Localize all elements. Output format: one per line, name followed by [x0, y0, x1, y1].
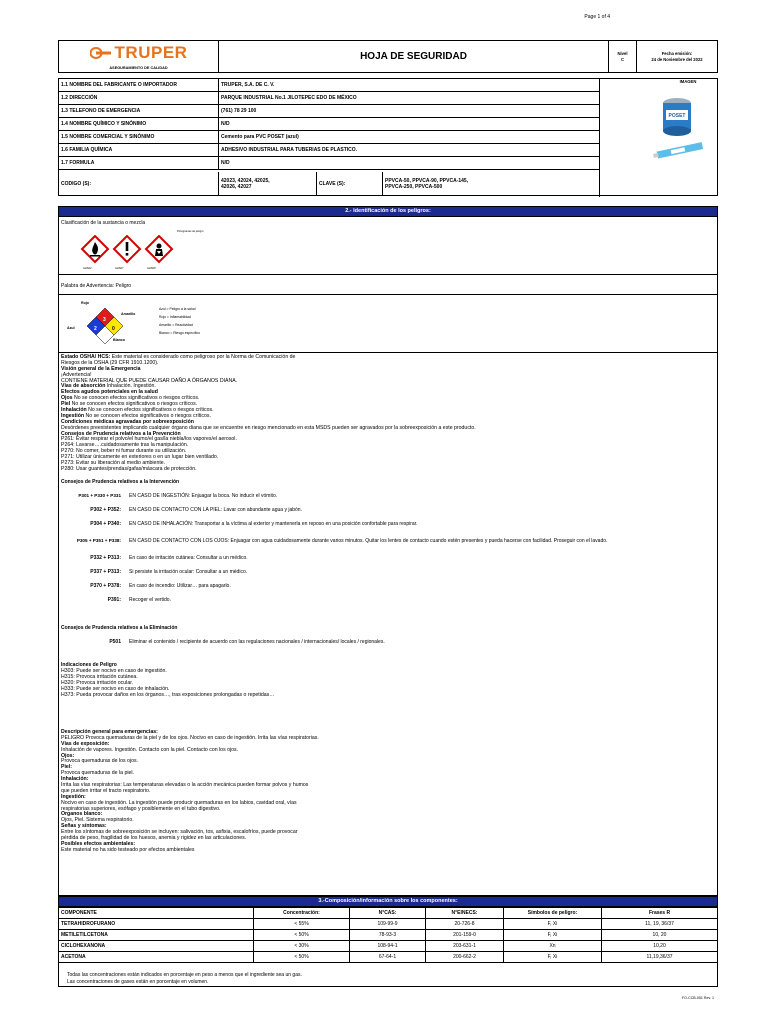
hazard-details-box: [58, 353, 718, 896]
info-label: 1.3 TELEFONO DE EMERGENCIA: [59, 105, 219, 117]
nfpa-blanco-label: Blanco: [113, 338, 125, 342]
line-heading: Visión general de la Emergencia: [61, 365, 141, 372]
line-text: Provoca quemaduras de la piel.: [61, 770, 134, 777]
hazard-statement: H315: Provoca irritación cutánea.: [61, 673, 138, 680]
precaution-text: Si persiste la irritación ocular: Consultar a un médico.: [129, 569, 248, 575]
line-text: No se conocen efectos significativos o riesgos críticos.: [72, 395, 200, 402]
brand-logo-text: TRUPER: [114, 42, 188, 62]
precaution-text: Recoger el vertido.: [129, 597, 171, 603]
line-heading: Señas y síntomas:: [61, 823, 107, 830]
fecha-block: [637, 41, 717, 72]
hazard-statement: H320: Provoca irritación ocular.: [61, 679, 134, 686]
line-text: P273: Evitar su liberación al medio ambiente.: [61, 460, 166, 467]
composition-cell: F, Xi: [504, 930, 602, 941]
line-text: P261: Evitar respirar el polvo/el humo/el gas/la niebla/los vapores/el aerosol.: [61, 436, 237, 443]
precaution-row: [61, 597, 171, 603]
line-heading: Piel: [61, 401, 71, 408]
signal-word: Palabra de Advertencia: Peligro: [61, 283, 132, 289]
composition-cell: < 50%: [254, 930, 350, 941]
col-cas: N°CAS:: [350, 908, 426, 919]
nivel-label: Nivel: [617, 51, 628, 57]
pictogram-label-1: GHS02: [83, 267, 92, 270]
composition-note-2: Las concentraciones de gases están en porcentaje en volumen.: [67, 979, 209, 985]
composition-note-1: Todas las concentraciones están indicados en porcentaje en peso a menos que el ingrediente sea un gas.: [67, 972, 302, 978]
precaution-code: P305 + P351 + P338:: [76, 538, 121, 543]
info-row: [59, 105, 599, 118]
line-heading: Posibles efectos ambientales:: [61, 840, 136, 847]
precaution-text: EN CASO DE CONTACTO CON LA PIEL: Lavar con abundante agua y jabón.: [129, 507, 302, 513]
product-image: [649, 93, 715, 163]
precaution-code: P301 + P330 + P331: [78, 493, 121, 498]
info-label: 1.4 NOMBRE QUÍMICO Y SINÓNIMO: [59, 118, 219, 130]
info-row: [59, 118, 599, 131]
precaution-text: EN CASO DE CONTACTO CON LOS OJOS: Enjuagar con agua cuidadosamente durante varios minutos. Quitar los lentes de contacto cuando estén presentes y pueda hacerse con facilidad. Proseguir con el lavado.: [129, 538, 608, 544]
precaution-code: P337 + P313:: [90, 569, 121, 575]
hazard-statement: H333: Puede ser nocivo en caso de inhalación.: [61, 685, 170, 692]
form-code: FO-CCB-051 Rev. 1: [681, 996, 714, 1000]
composition-cell: 10, 20: [602, 930, 718, 941]
page-number: Page 1 of 4: [584, 14, 610, 20]
p501-text: Eliminar el contenido / recipiente de acuerdo con las regulaciones nacionales / internacionales/ locales / regionales.: [129, 639, 385, 645]
nfpa-blue-value: 2: [94, 326, 97, 332]
precaution-row: [61, 569, 247, 575]
hazard-statement: H373: Pueda provocar daños en los órganos…, tras exposiciones prolongadas o repetidas…: [61, 691, 275, 698]
intervention-title: Consejos de Prudencia relativos a la Intervención: [61, 479, 180, 485]
precaution-text: En caso de irritación cutánea: Consultar a un médico.: [129, 555, 248, 561]
p501-row: [61, 639, 385, 645]
hazard-statements-title: Indicaciones de Peligro: [61, 662, 117, 668]
precaution-row: [61, 521, 417, 527]
composition-cell: ACETONA: [59, 952, 254, 963]
line-heading: Vías de absorción: [61, 383, 106, 390]
composition-cell: 108-94-1: [350, 941, 426, 952]
line-heading: Condiciones médicas agravadas por sobreexposición: [61, 418, 194, 425]
nfpa-azul-label: Azul: [67, 326, 75, 330]
precaution-text: EN CASO DE INHALACIÓN: Transportar a la víctima al exterior y mantenerla en reposo en una posición confortable para respirar.: [129, 521, 418, 527]
document-header: [58, 40, 718, 73]
text-line: [61, 466, 476, 472]
composition-cell: 11,19,36/37: [602, 952, 718, 963]
line-heading: Inhalación: [61, 407, 87, 414]
precaution-row: [61, 583, 231, 589]
precaution-row: [61, 555, 248, 561]
line-text: Provoca quemaduras de los ojos.: [61, 758, 138, 765]
line-text: respiratorias superiores, esófago y posiblemente en el tubo digestivo.: [61, 805, 221, 812]
line-text: Este material es considerado como peligroso por la Norma de Comunicación de: [110, 354, 296, 360]
line-heading: Consejos de Prudencia relativos a la Prevención: [61, 430, 181, 437]
composition-cell: < 50%: [254, 952, 350, 963]
line-text: No se conocen efectos significativos o riesgos críticos.: [70, 401, 198, 408]
clave-label: CLAVE (S):: [317, 172, 383, 196]
col-frases: Frases R: [602, 908, 718, 919]
line-text: pérdida de peso, fragilidad de los huesos, anemia y rigidez en las articulaciones.: [61, 835, 247, 842]
line-text: PELIGRO Provoca quemaduras de la piel y de los ojos. Nocivo en caso de ingestión. Irrita las vías respiratorias.: [61, 734, 319, 741]
composition-cell: 11, 19, 36/37: [602, 919, 718, 930]
ghs-pictograms: [79, 235, 175, 271]
codigo-row: [59, 172, 599, 196]
nfpa-legend-2: Rojo = Inflamabilidad: [159, 315, 191, 319]
precaution-code: P370 + P378:: [90, 583, 121, 589]
classification-box: [58, 217, 718, 275]
composition-cell: Xn: [504, 941, 602, 952]
line-text: Inhalación de vapores. Ingestión. Contacto con la piel. Contacto con los ojos.: [61, 746, 239, 753]
composition-cell: 200-662-2: [426, 952, 504, 963]
text-line: [61, 847, 319, 853]
image-label: IMAGEN: [679, 79, 697, 84]
info-row: [59, 79, 599, 92]
signal-word-box: [58, 275, 718, 295]
codigo-value-1: 42023, 42024, 42025,: [221, 178, 270, 184]
line-text: P270: No comer, beber ni fumar durante su utilización.: [61, 448, 187, 455]
line-text: P271: Utilizar únicamente en exteriores o en un lugar bien ventilado.: [61, 454, 219, 461]
precaution-code: P302 + P352:: [90, 507, 121, 513]
logo-block: [59, 41, 219, 72]
line-text: Ojos, Piel. Sistema respiratorio.: [61, 817, 134, 824]
precaution-row: [61, 507, 302, 513]
line-text: ¡Advertencia!: [61, 371, 92, 378]
emergency-block: [61, 729, 319, 853]
pictogram-label-2: GHS07: [115, 267, 124, 270]
line-text: Desórdenes preexistentes implicando cualquier órgano diana que se encuentre en riesgo mencionado en esta MSDS pueden ser agravados por la sobreexposición a este producto.: [61, 424, 476, 431]
nfpa-box: [58, 295, 718, 353]
line-heading: Vías de exposición:: [61, 740, 110, 747]
clave-value-2: PPVCA-250, PPVCA-500: [385, 184, 443, 190]
composition-cell: F, Xi: [504, 919, 602, 930]
classification-label: Clasificación de la sustancia o mezcla: [61, 220, 146, 226]
info-value: N/D: [221, 160, 230, 166]
composition-cell: TETRAHIDROFURANO: [59, 919, 254, 930]
nfpa-amarillo-label: Amarillo: [121, 312, 136, 316]
info-value: TRUPER, S.A. DE C. V.: [221, 82, 275, 88]
hazard-statement: H303: Puede ser nocivo en caso de ingestión.: [61, 668, 167, 674]
nfpa-diamond-icon: [75, 303, 135, 349]
info-label: 1.7 FORMULA: [59, 157, 219, 169]
col-concentracion: Concentración:: [254, 908, 350, 919]
composition-cell: 67-64-1: [350, 952, 426, 963]
composition-cell: METILETILCETONA: [59, 930, 254, 941]
nfpa-red-value: 3: [103, 317, 106, 323]
section-2-header: 2.- Identificación de los peligros:: [58, 206, 718, 217]
line-heading: Inhalación:: [61, 776, 89, 783]
precaution-text: EN CASO DE INGESTIÓN: Enjuagar la boca. No inducir el vómito.: [129, 493, 278, 499]
line-text: Riesgos de la OSHA (29 CFR 1910.1200).: [61, 359, 159, 366]
truper-logo-icon: [90, 47, 112, 59]
info-label: 1.5 NOMBRE COMERCIAL Y SINÓNIMO: [59, 131, 219, 143]
composition-cell: 10,20: [602, 941, 718, 952]
info-row: [59, 131, 599, 144]
nfpa-rojo-label: Rojo: [81, 301, 89, 305]
clave-value-1: PPVCA-50, PPVCA-90, PPVCA-145,: [385, 178, 469, 184]
composition-cell: 109-99-9: [350, 919, 426, 930]
precaution-code: P332 + P313:: [90, 555, 121, 561]
p501-code: P501: [109, 639, 121, 645]
line-text: CONTIENE MATERIAL QUE PUEDE CAUSAR DAÑO A ÓRGANOS DIANA.: [61, 377, 238, 384]
brand-subtitle: ASEGURAMIENTO DE CALIDAD: [109, 65, 168, 70]
composition-cell: < 30%: [254, 941, 350, 952]
line-text: P280: Usar guantes/prendas/gafas/máscara de protección.: [61, 465, 197, 472]
info-row: [59, 157, 599, 170]
elimination-title: Consejos de Prudencia relativos a la Eliminación: [61, 625, 178, 631]
info-label: 1.2 DIRECCIÓN: [59, 92, 219, 104]
line-heading: Efectos agudos potenciales en la salud: [61, 389, 158, 396]
pictograms-caption: Pictogramas de peligro: [177, 230, 204, 233]
product-can-label: POSET: [668, 113, 686, 119]
fecha-label: Fecha emisión:: [661, 51, 693, 57]
nivel-value: C: [620, 56, 625, 62]
precaution-row: [61, 538, 607, 544]
line-heading: Piel:: [61, 764, 72, 771]
line-text: Inhalación. Ingestión.: [105, 383, 156, 390]
info-value: PARQUE INDUSTRIAL No.1 JILOTEPEC EDO DE MÉXICO: [221, 95, 357, 101]
info-label: 1.6 FAMILIA QUÍMICA: [59, 144, 219, 156]
line-heading: Ingestión: [61, 412, 85, 419]
info-value: ADHESIVO INDUSTRIAL PARA TUBERIAS DE PLASTICO.: [221, 147, 358, 153]
line-heading: Ojos:: [61, 752, 75, 759]
info-row: [59, 144, 599, 157]
precaution-text: En caso de incendio: Utilizar… para apagarlo.: [129, 583, 231, 589]
composition-cell: CICLOHEXANONA: [59, 941, 254, 952]
composition-cell: 203-631-1: [426, 941, 504, 952]
fecha-value: 24 de Noviembre del 2022: [651, 56, 703, 62]
line-text: Este material no ha sido testeado por efectos ambientales: [61, 846, 195, 853]
nivel-block: [609, 41, 637, 72]
composition-cell: 20-726-8: [426, 919, 504, 930]
line-text: No se conocen efectos significativos o riesgos críticos.: [86, 407, 214, 414]
composition-cell: F, Xi: [504, 952, 602, 963]
nfpa-legend-3: Amarillo = Reactividad: [159, 323, 193, 327]
col-simbolos: Símbolos de peligro:: [504, 908, 602, 919]
col-einecs: N°EINECS:: [426, 908, 504, 919]
precaution-code: P391:: [107, 597, 121, 603]
codigo-value-2: 42026, 42027: [221, 184, 252, 190]
nfpa-yellow-value: 0: [112, 326, 115, 332]
document-title: HOJA DE SEGURIDAD: [219, 41, 609, 72]
info-value: N/D: [221, 121, 230, 127]
info-label: 1.1 NOMBRE DEL FABRICANTE O IMPORTADOR: [59, 79, 219, 91]
product-info-table: [58, 78, 718, 196]
info-value: (761) 78 29 100: [221, 108, 257, 114]
line-heading: Ojos: [61, 395, 73, 402]
line-text: Nocivo en caso de ingestión. La ingestión puede producir quemaduras en los labios, cavidad oral, vías: [61, 799, 297, 806]
nfpa-legend-1: Azul = Peligro a la salud: [159, 307, 196, 311]
precaution-code: P304 + P340:: [90, 521, 121, 527]
health-hazard-icon: [157, 244, 162, 249]
line-heading: Organos blanco:: [61, 811, 103, 818]
composition-cell: 78-93-3: [350, 930, 426, 941]
osha-block: [61, 354, 476, 472]
precaution-row: [61, 493, 277, 499]
info-value: Cemento para PVC POSET (azul): [221, 134, 299, 140]
pictogram-label-3: GHS08: [147, 267, 156, 270]
codigo-label: CODIGO (S):: [59, 172, 219, 196]
composition-cell: < 55%: [254, 919, 350, 930]
section-3-header: 3.-Composición/información sobre los componentes:: [58, 896, 718, 907]
nfpa-legend-4: Blanco = Riesgo específico: [159, 331, 200, 335]
composition-cell: 201-159-0: [426, 930, 504, 941]
line-text: Irrita las vías respiratorias: Las temperaturas elevadas o la acción mecánica pueden formar polvos y humos: [61, 782, 309, 789]
line-text: No se conocen efectos significativos o riesgos críticos.: [84, 412, 211, 419]
line-heading: Ingestión:: [61, 793, 86, 800]
line-text: P264: Lavarse….cuidadosamente tras la manipulación.: [61, 442, 189, 449]
info-row: [59, 92, 599, 105]
line-text: Entre los síntomas de sobreexposición se incluyen: salivación, tos, asfixia, escalofríos, puede provocar: [61, 829, 298, 836]
line-heading: Descripción general para emergencias:: [61, 729, 158, 735]
exclamation-icon: [126, 242, 129, 251]
line-text: que pueden irritar el tracto respiratorio.: [61, 787, 151, 794]
col-componente: COMPONENTE: [59, 908, 254, 919]
line-heading: Estado OSHA/ HCS:: [61, 354, 111, 360]
